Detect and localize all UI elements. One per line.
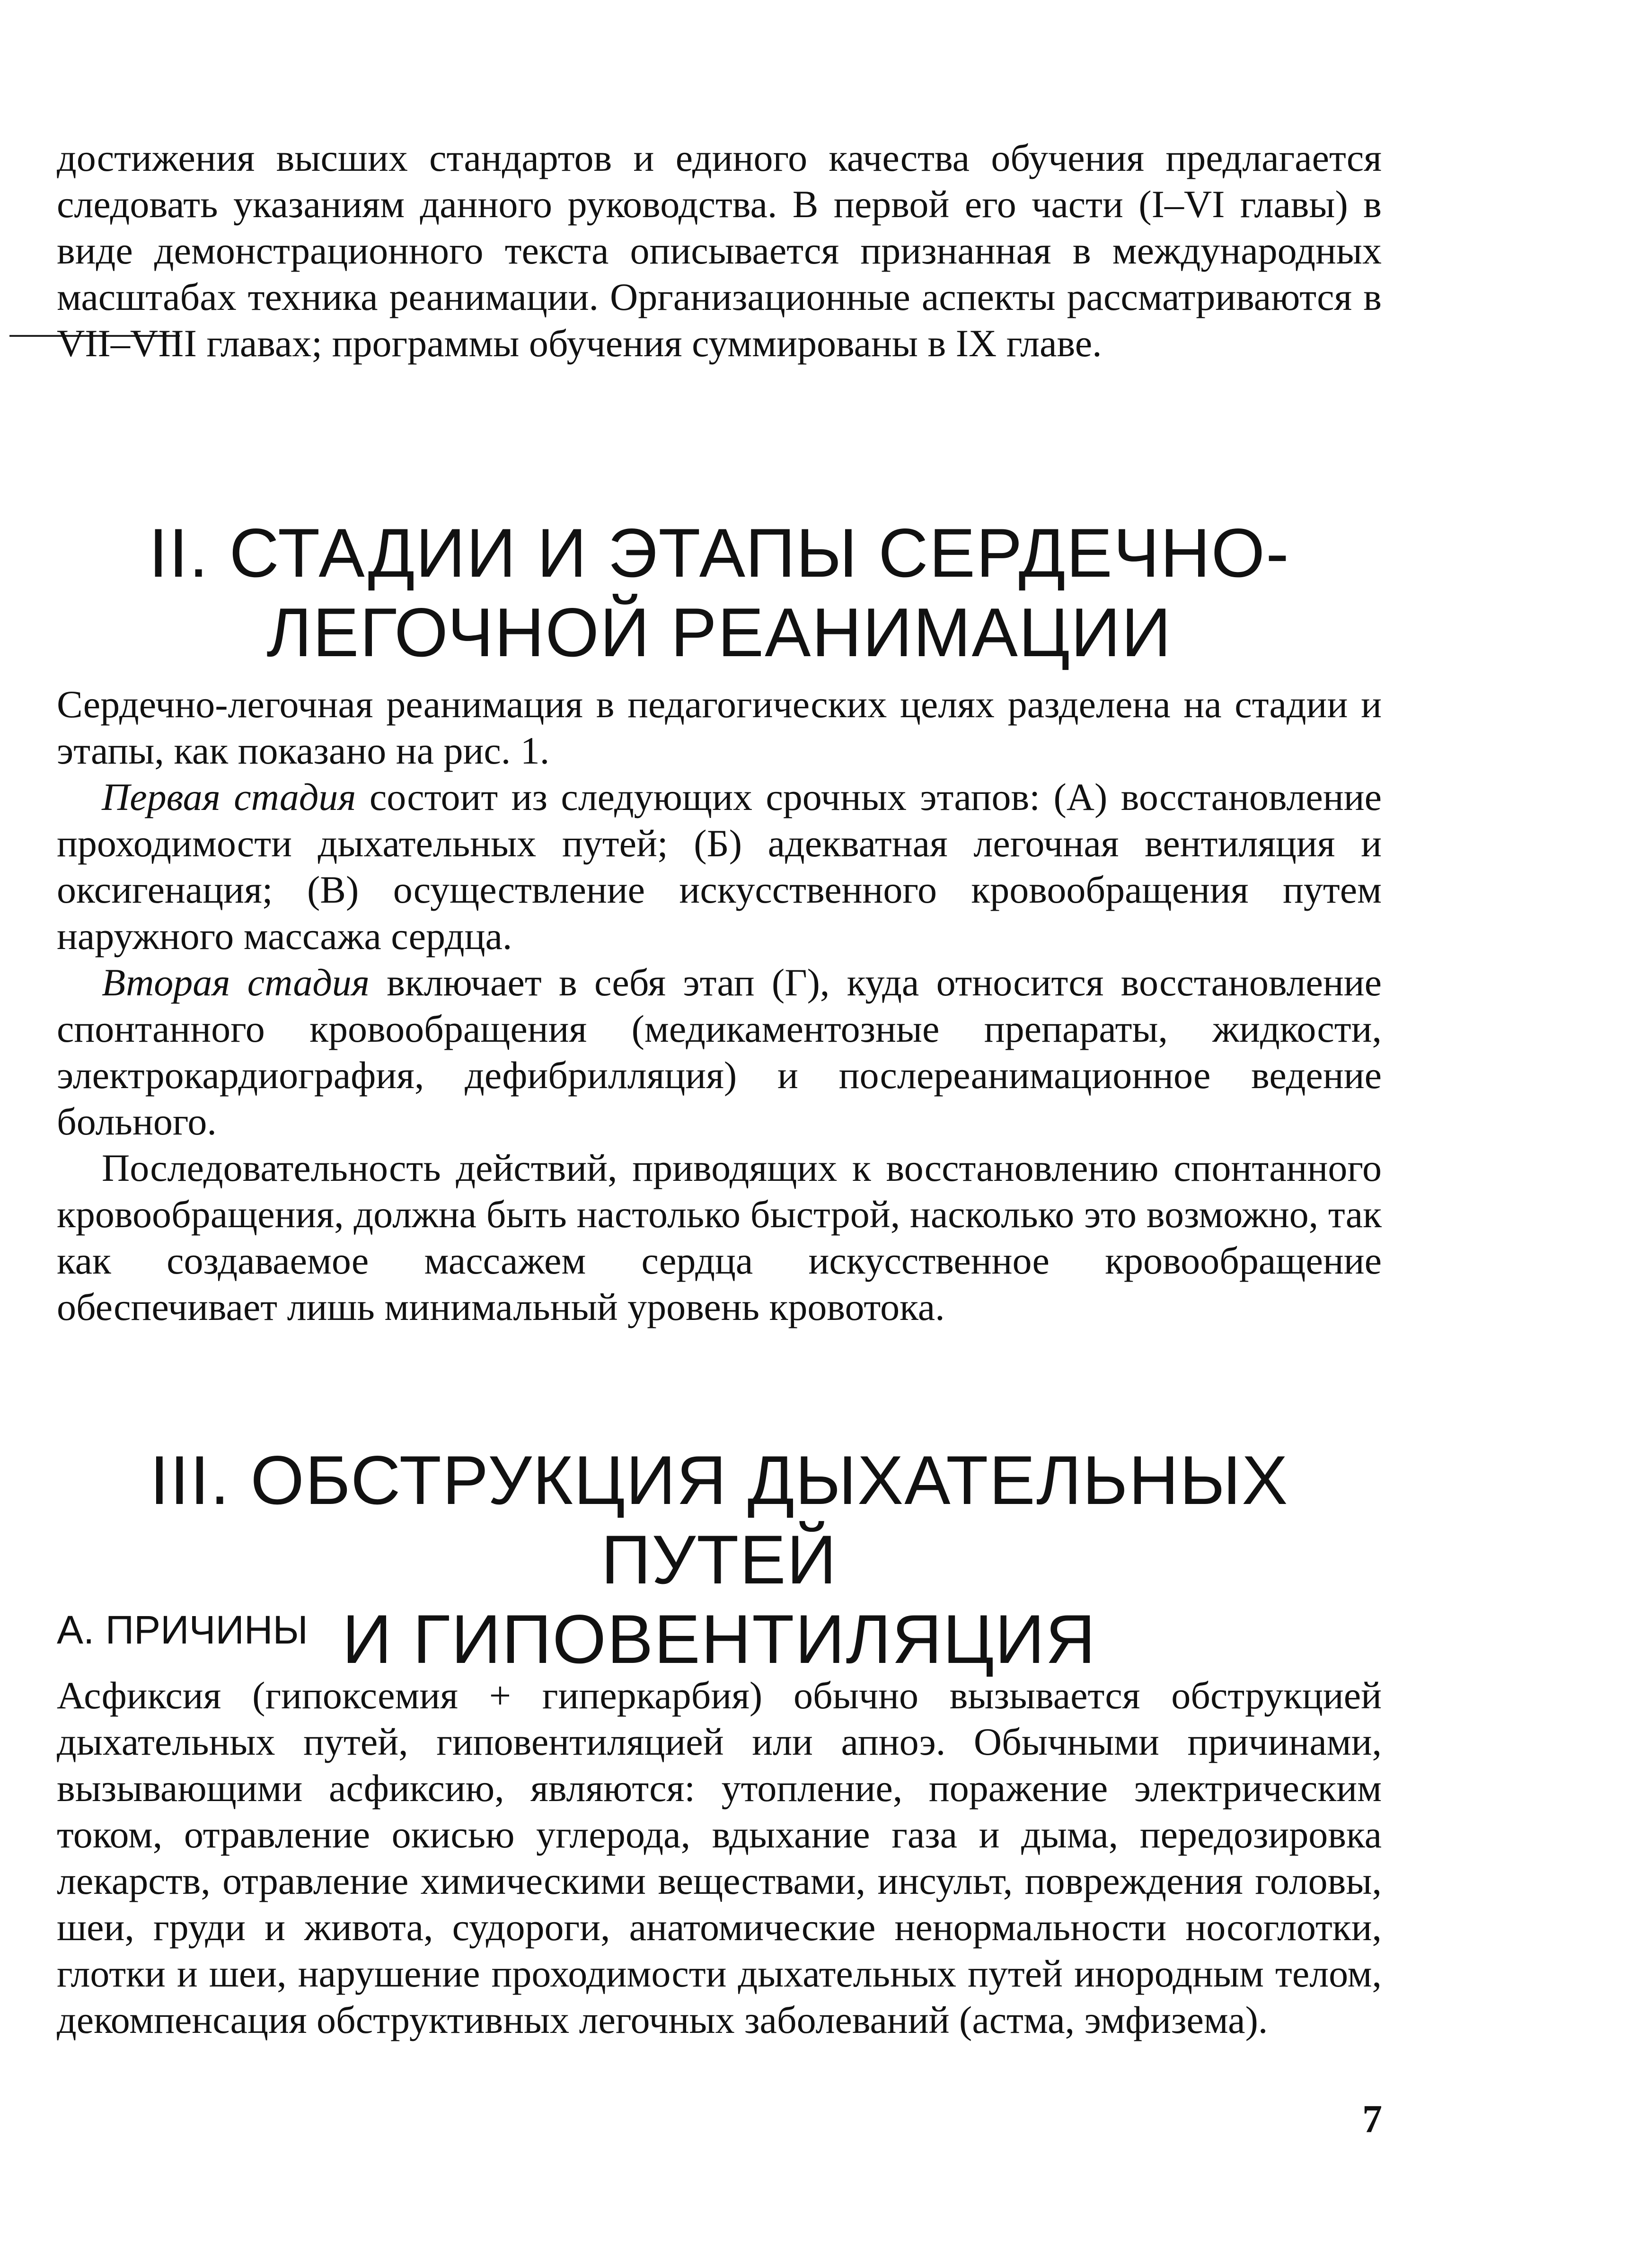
intro-block [57, 135, 1382, 367]
chapter-3-title-line-1: III. ОБСТРУКЦИЯ ДЫХАТЕЛЬНЫХ ПУТЕЙ [150, 1442, 1289, 1598]
chapter-2-paragraph-3 [57, 959, 1382, 1145]
chapter-3-body [57, 1672, 1382, 2043]
chapter-3-title-line-2: И ГИПОВЕНТИЛЯЦИЯ [342, 1600, 1096, 1678]
chapter-2-title-line-2: ЛЕГОЧНОЙ РЕАНИМАЦИИ [266, 594, 1172, 671]
section-a-title-block [57, 1606, 1382, 1653]
chapter-2-title-line-1: II. СТАДИИ И ЭТАПЫ СЕРДЕЧНО- [149, 514, 1290, 591]
first-stage-text: состоит из следующих срочных этапов: (А) восстановление проходимости дыхательных путей; (Б) адекватная легочная вентиляция и оксигенация; (В) осуществление искусственного кровообращения путем наружного массажа сердца. [57, 775, 1382, 958]
page-number: 7 [1362, 2097, 1382, 2141]
chapter-2-body [57, 681, 1382, 1330]
chapter-2-paragraph-2 [57, 774, 1382, 959]
chapter-3-paragraph-1: Асфиксия (гипоксемия + гиперкарбия) обычно вызывается обструкцией дыхательных путей, гиповентиляцией или апноэ. Обычными причинами, вызывающими асфиксию, являются: утопление, поражение электрическим током, отравление окисью углерода, вдыхание газа и дыма, передозировка лекарств, отравление химическими веществами, инсульт, повреждения головы, шеи, груди и живота, судороги, анатомические ненормальности носоглотки, глотки и шеи, нарушение проходимости дыхательных путей инородным телом, декомпенсация обструктивных легочных заболеваний (астма, эмфизема). [57, 1674, 1382, 2041]
chapter-2-title-block [57, 513, 1382, 672]
section-a-title: А. ПРИЧИНЫ [57, 1608, 308, 1652]
intro-paragraph: достижения высших стандартов и единого качества обучения предлагается следовать указаниям данного руководства. В первой его части (I–VI главы) в виде демонстрационного текста описывается признанная в международных масштабах техника реанимации. Организационные аспекты рассматриваются в VII–VIII главах; программы обучения суммированы в IX главе. [57, 136, 1382, 365]
second-stage-text: включает в себя этап (Г), куда относится восстановление спонтанного кровообращения (медикаментозные препараты, жидкости, электрокардиография, дефибрилляция) и послереанимационное ведение больного. [57, 961, 1382, 1143]
first-stage-term: Первая стадия [102, 775, 356, 818]
chapter-2-title [57, 513, 1382, 672]
second-stage-term: Вторая стадия [102, 961, 370, 1004]
chapter-2-paragraph-1: Сердечно-легочная реанимация в педагогических целях разделена на стадии и этапы, как показано на рис. 1. [57, 683, 1382, 772]
chapter-2-paragraph-4: Последовательность действий, приводящих к восстановлению спонтанного кровообращения, должна быть настолько быстрой, насколько это возможно, так как создаваемое массажем сердца искусственное кровообращение обеспечивает лишь минимальный уровень кровотока. [57, 1146, 1382, 1328]
